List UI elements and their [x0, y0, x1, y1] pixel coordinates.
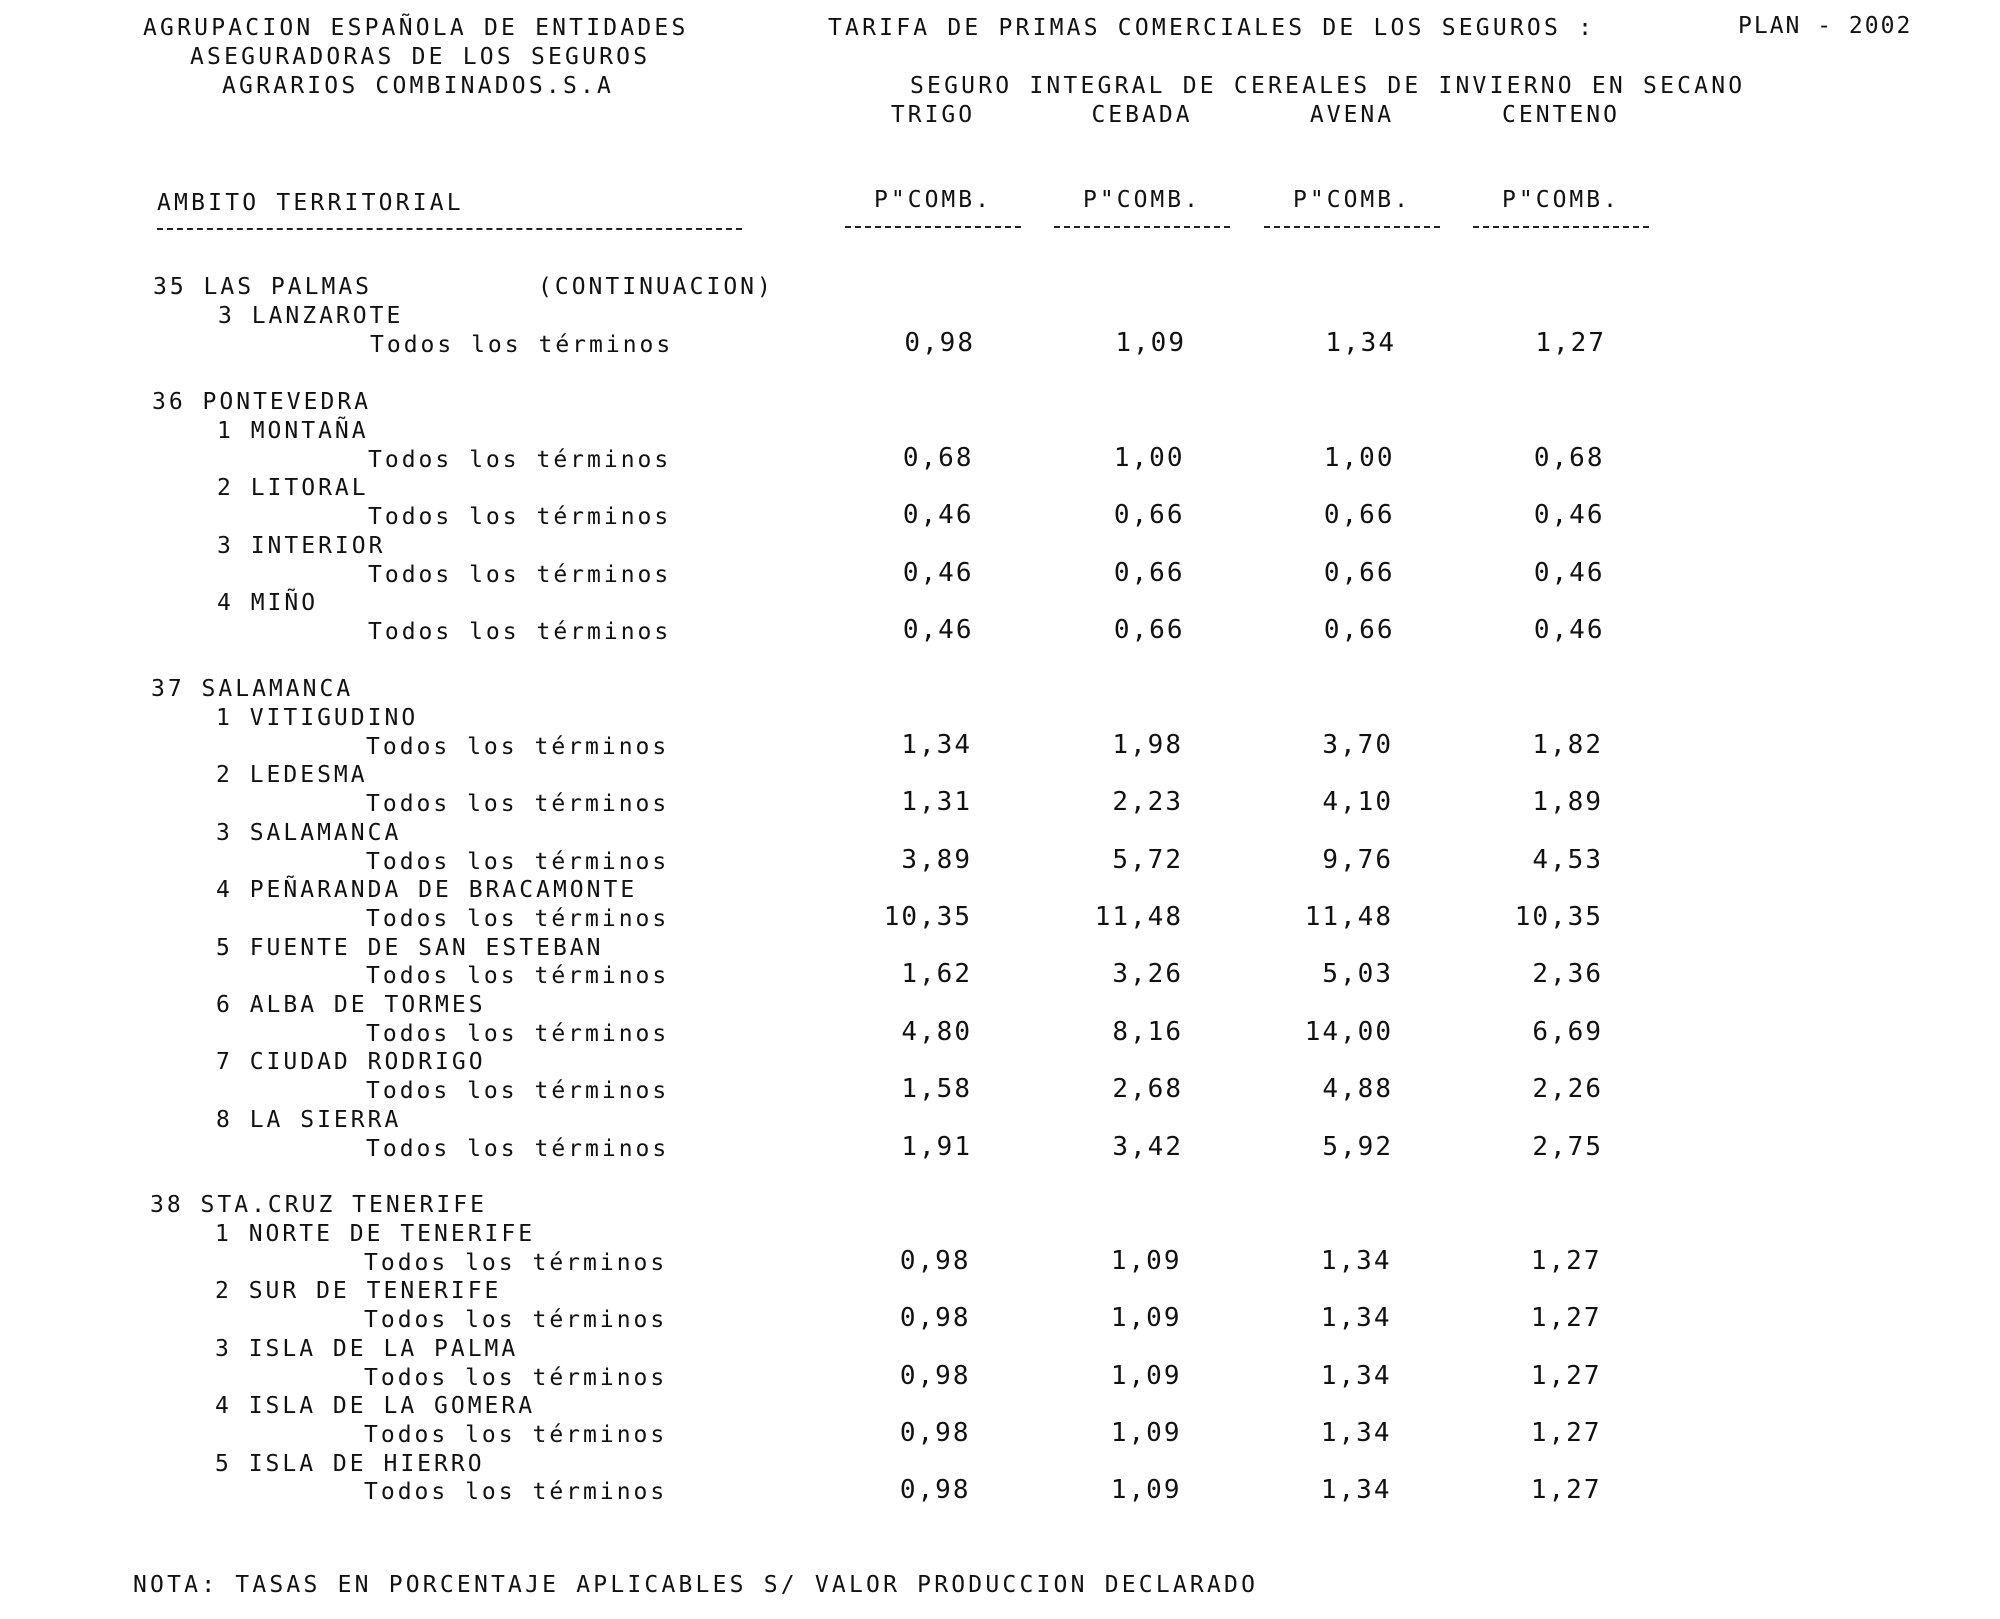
term-label: Todos los términos: [364, 1307, 668, 1333]
rate-value: 10,35: [1514, 902, 1603, 932]
term-label: Todos los términos: [370, 332, 674, 358]
rate-value: 4,53: [1532, 845, 1603, 875]
rate-value: 0,66: [1323, 615, 1395, 645]
rate-value: 0,46: [902, 558, 974, 588]
comarca-name: 1 VITIGUDINO: [216, 705, 419, 731]
org-name-line1: AGRUPACION ESPAÑOLA DE ENTIDADES: [143, 15, 689, 41]
term-label: Todos los términos: [368, 504, 672, 530]
rate-value: 4,10: [1322, 787, 1393, 817]
rate-value: 1,27: [1530, 1475, 1602, 1505]
comarca-name: 2 LEDESMA: [216, 762, 368, 788]
province-name: 38 STA.CRUZ TENERIFE: [150, 1192, 487, 1218]
rate-value: 1,89: [1532, 787, 1603, 817]
rate-value: 1,09: [1110, 1246, 1182, 1276]
rate-value: 2,26: [1532, 1074, 1603, 1104]
comarca-name: 3 LANZAROTE: [218, 303, 404, 329]
rate-value: 5,03: [1322, 959, 1393, 989]
province-name: 37 SALAMANCA: [151, 676, 354, 702]
rate-value: 1,34: [901, 730, 972, 760]
term-label: Todos los términos: [368, 619, 672, 645]
comarca-name: 4 ISLA DE LA GOMERA: [215, 1393, 536, 1419]
rate-value: 0,46: [1533, 615, 1605, 645]
rate-value: 1,34: [1320, 1246, 1392, 1276]
rate-value: 3,42: [1112, 1132, 1183, 1162]
continuation-note: (CONTINUACION): [538, 274, 774, 300]
rate-value: 0,66: [1113, 615, 1185, 645]
rate-value: 1,27: [1530, 1418, 1602, 1448]
value-header-3: P"COMB.: [1293, 187, 1411, 213]
term-label: Todos los términos: [364, 1479, 668, 1505]
comarca-name: 4 MIÑO: [217, 590, 319, 616]
rate-value: 2,36: [1532, 959, 1603, 989]
insurance-title: SEGURO INTEGRAL DE CEREALES DE INVIERNO EN SECANO: [910, 73, 1746, 99]
org-name-line2: ASEGURADORAS DE LOS SEGUROS: [190, 44, 651, 70]
rate-value: 1,34: [1320, 1361, 1392, 1391]
rate-value: 2,68: [1112, 1074, 1183, 1104]
value-header-2: P"COMB.: [1083, 187, 1201, 213]
rate-value: 1,09: [1110, 1361, 1182, 1391]
rate-value: 1,09: [1110, 1475, 1182, 1505]
rate-value: 0,98: [899, 1418, 971, 1448]
rate-value: 1,34: [1325, 328, 1396, 358]
plan-label: PLAN - 2002: [1738, 13, 1913, 39]
rate-value: 4,88: [1322, 1074, 1393, 1104]
comarca-name: 4 PEÑARANDA DE BRACAMONTE: [216, 877, 638, 903]
term-label: Todos los términos: [366, 906, 670, 932]
crop-header-4: CENTENO: [1502, 102, 1620, 128]
rate-value: 0,98: [904, 328, 975, 358]
comarca-name: 2 LITORAL: [217, 475, 369, 501]
term-label: Todos los términos: [364, 1422, 668, 1448]
rate-value: 0,66: [1113, 558, 1185, 588]
rate-value: 1,34: [1320, 1475, 1392, 1505]
rate-value: 0,66: [1323, 558, 1395, 588]
rate-value: 0,98: [899, 1246, 971, 1276]
rate-value: 1,62: [901, 959, 972, 989]
rate-value: 6,69: [1532, 1017, 1603, 1047]
footer-note: NOTA: TASAS EN PORCENTAJE APLICABLES S/ VALOR PRODUCCION DECLARADO: [133, 1572, 1259, 1598]
comarca-name: 5 FUENTE DE SAN ESTEBAN: [216, 935, 604, 961]
rate-value: 3,26: [1112, 959, 1183, 989]
ambito-underline: [157, 228, 742, 230]
rate-value: 0,98: [899, 1303, 971, 1333]
term-label: Todos los términos: [366, 1021, 670, 1047]
rate-value: 1,31: [901, 787, 972, 817]
tariff-title: TARIFA DE PRIMAS COMERCIALES DE LOS SEGUROS :: [828, 15, 1596, 41]
comarca-name: 7 CIUDAD RODRIGO: [216, 1049, 486, 1075]
value-header-1: P"COMB.: [874, 187, 992, 213]
rate-value: 0,46: [902, 615, 974, 645]
crop-header-2: CEBADA: [1091, 102, 1193, 128]
rate-value: 1,91: [901, 1132, 972, 1162]
value-header-underline: [1473, 226, 1649, 228]
term-label: Todos los términos: [366, 1136, 670, 1162]
rate-value: 0,68: [902, 443, 974, 473]
comarca-name: 6 ALBA DE TORMES: [216, 992, 486, 1018]
rate-value: 0,68: [1533, 443, 1605, 473]
crop-header-1: TRIGO: [890, 102, 976, 128]
rate-value: 9,76: [1322, 845, 1393, 875]
rate-value: 3,89: [901, 845, 972, 875]
value-header-underline: [1054, 226, 1230, 228]
rate-value: 2,23: [1112, 787, 1183, 817]
rate-value: 1,00: [1113, 443, 1185, 473]
rate-value: 4,80: [901, 1017, 972, 1047]
rate-value: 0,46: [902, 500, 974, 530]
rate-value: 1,34: [1320, 1303, 1392, 1333]
rate-value: 1,27: [1530, 1303, 1602, 1333]
comarca-name: 3 SALAMANCA: [216, 820, 402, 846]
rate-value: 0,98: [899, 1475, 971, 1505]
comarca-name: 8 LA SIERRA: [216, 1107, 402, 1133]
rate-value: 11,48: [1304, 902, 1393, 932]
value-header-underline: [1264, 226, 1440, 228]
term-label: Todos los términos: [366, 963, 670, 989]
rate-value: 0,66: [1113, 500, 1185, 530]
comarca-name: 1 MONTAÑA: [217, 418, 369, 444]
rate-value: 0,46: [1533, 500, 1605, 530]
rate-value: 1,27: [1530, 1246, 1602, 1276]
comarca-name: 3 ISLA DE LA PALMA: [215, 1336, 519, 1362]
org-name-line3: AGRARIOS COMBINADOS.S.A: [222, 73, 615, 99]
rate-value: 8,16: [1112, 1017, 1183, 1047]
comarca-name: 3 INTERIOR: [217, 533, 386, 559]
rate-value: 1,58: [901, 1074, 972, 1104]
rate-value: 0,66: [1323, 500, 1395, 530]
rate-value: 1,27: [1530, 1361, 1602, 1391]
value-header-4: P"COMB.: [1502, 187, 1620, 213]
term-label: Todos los términos: [366, 1078, 670, 1104]
rate-value: 1,00: [1323, 443, 1395, 473]
rate-value: 14,00: [1304, 1017, 1393, 1047]
rate-value: 1,09: [1115, 328, 1186, 358]
rate-value: 1,34: [1320, 1418, 1392, 1448]
comarca-name: 2 SUR DE TENERIFE: [215, 1278, 502, 1304]
rate-value: 1,27: [1535, 328, 1606, 358]
province-name: 35 LAS PALMAS: [153, 274, 373, 300]
term-label: Todos los términos: [366, 849, 670, 875]
rate-value: 1,09: [1110, 1303, 1182, 1333]
term-label: Todos los términos: [364, 1250, 668, 1276]
rate-value: 1,98: [1112, 730, 1183, 760]
rate-value: 11,48: [1094, 902, 1183, 932]
comarca-name: 5 ISLA DE HIERRO: [215, 1451, 485, 1477]
rate-value: 2,75: [1532, 1132, 1603, 1162]
rate-value: 0,46: [1533, 558, 1605, 588]
term-label: Todos los términos: [366, 734, 670, 760]
rate-value: 1,82: [1532, 730, 1603, 760]
rate-value: 0,98: [899, 1361, 971, 1391]
rate-value: 5,92: [1322, 1132, 1393, 1162]
term-label: Todos los términos: [368, 562, 672, 588]
rate-value: 5,72: [1112, 845, 1183, 875]
term-label: Todos los términos: [366, 791, 670, 817]
province-name: 36 PONTEVEDRA: [152, 389, 372, 415]
term-label: Todos los términos: [364, 1365, 668, 1391]
crop-header-3: AVENA: [1309, 102, 1395, 128]
value-header-underline: [845, 226, 1021, 228]
rate-value: 3,70: [1322, 730, 1393, 760]
rate-value: 1,09: [1110, 1418, 1182, 1448]
ambito-territorial-header: AMBITO TERRITORIAL: [157, 190, 464, 216]
term-label: Todos los términos: [368, 447, 672, 473]
comarca-name: 1 NORTE DE TENERIFE: [215, 1221, 536, 1247]
rate-value: 10,35: [883, 902, 972, 932]
